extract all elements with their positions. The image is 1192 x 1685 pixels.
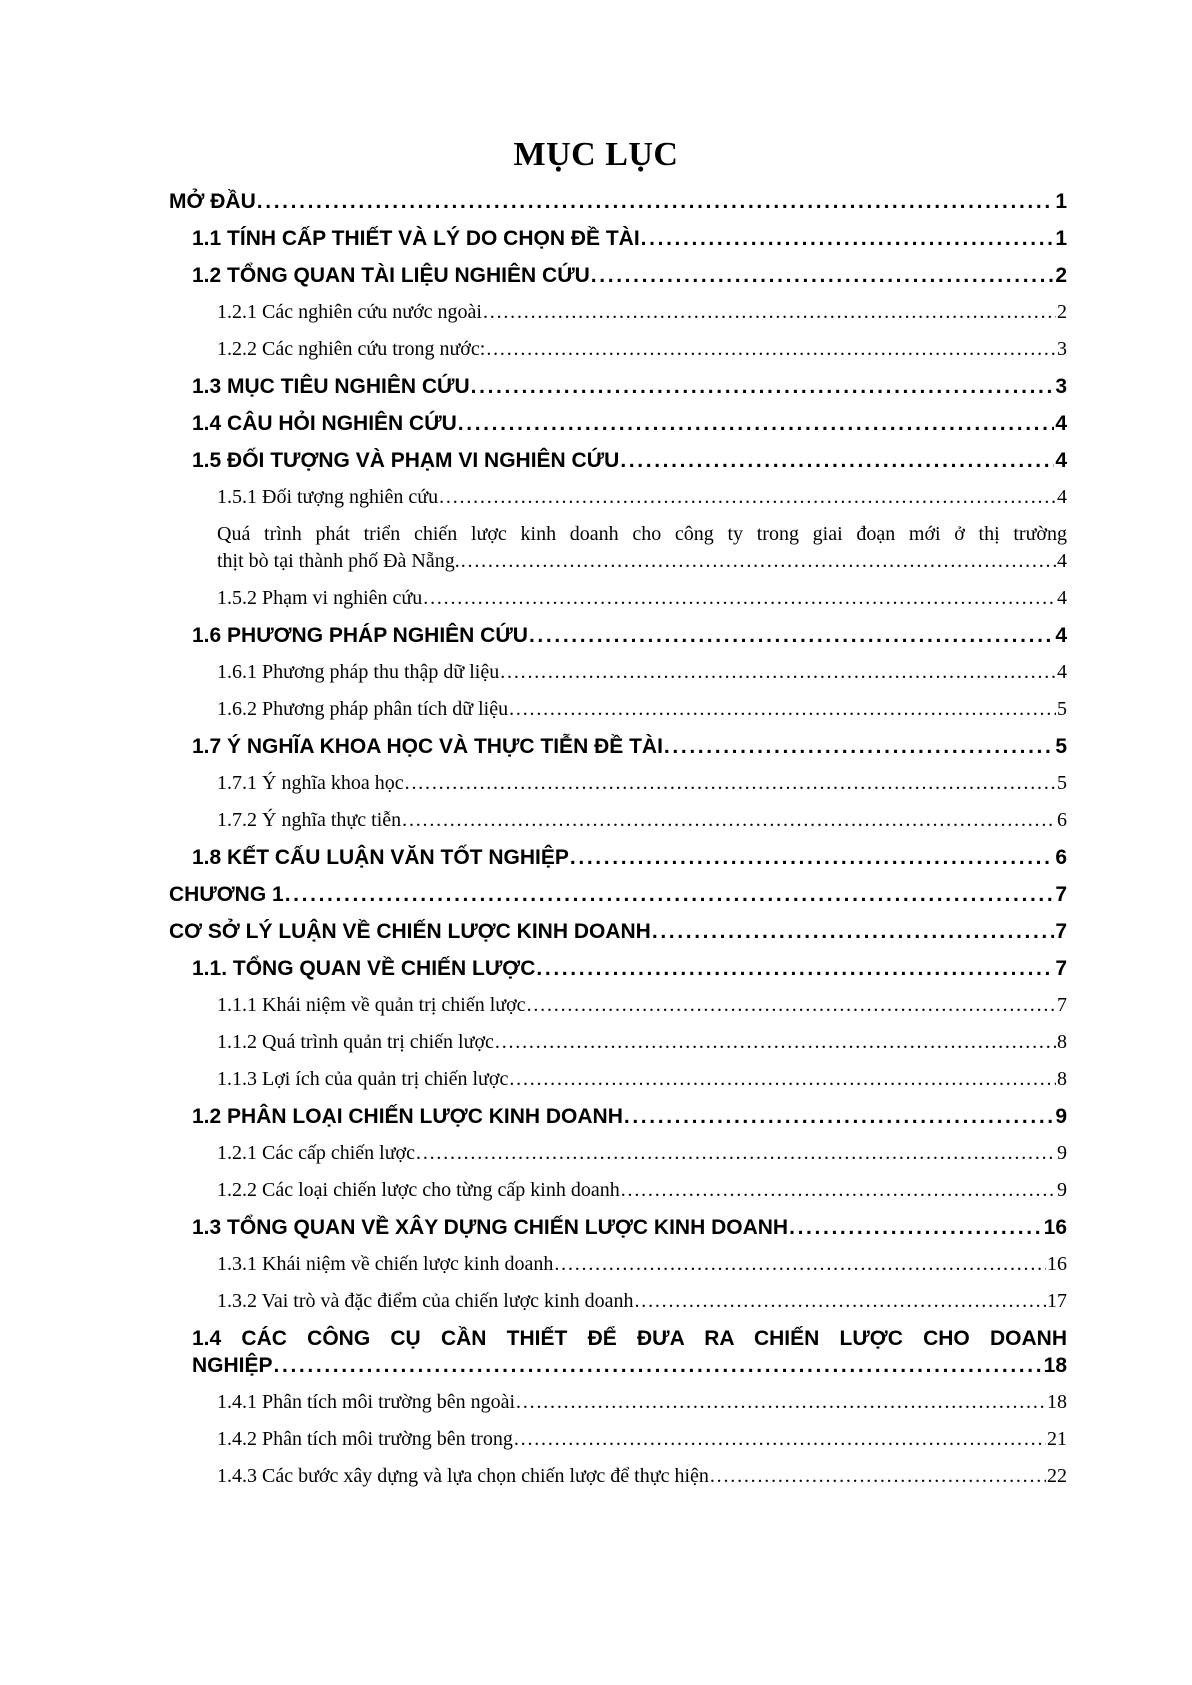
toc-entry-text: 1.3 TỔNG QUAN VỀ XÂY DỰNG CHIẾN LƯỢC KINH DOANH — [192, 1216, 789, 1239]
toc-entry-text: 1.5 ĐỐI TƯỢNG VÀ PHẠM VI NGHIÊN CỨU — [192, 449, 620, 472]
toc-entry-text: 1.6 PHƯƠNG PHÁP NGHIÊN CỨU — [192, 624, 528, 647]
toc-entry-text: 1.1.1 Khái niệm về quản trị chiến lược — [217, 994, 526, 1016]
dot-leader — [710, 1465, 1046, 1488]
toc-entry-text: 1.8 KẾT CẤU LUẬN VĂN TỐT NGHIỆP — [192, 846, 569, 869]
dot-leader — [483, 301, 1056, 324]
toc-entry-text: 1.2 PHÂN LOẠI CHIẾN LƯỢC KINH DOANH — [192, 1105, 623, 1128]
toc-entry-page: 7 — [1055, 957, 1067, 980]
toc-entry[interactable] — [217, 550, 1067, 573]
page-title: MỤC LỤC — [513, 136, 679, 173]
toc-entry-text: 1.3.2 Vai trò và đặc điểm của chiến lược kinh doanh — [217, 1290, 634, 1312]
toc-entry[interactable] — [192, 264, 1067, 288]
toc-entry-page: 9 — [1057, 1142, 1067, 1164]
toc-entry-page: 2 — [1057, 301, 1067, 323]
toc-entry[interactable] — [192, 227, 1067, 251]
toc-entry-page: 5 — [1057, 772, 1067, 794]
toc-entry[interactable] — [192, 846, 1067, 870]
toc-entry-page: 5 — [1057, 698, 1067, 720]
toc-entry-page: 4 — [1057, 486, 1067, 508]
toc-entry-page: 9 — [1055, 1105, 1067, 1128]
toc-entry-text: 1.6.2 Phương pháp phân tích dữ liệu — [217, 698, 509, 720]
toc-entry-text: 1.4.2 Phân tích môi trường bên trong — [217, 1428, 513, 1450]
toc-entry-text: 1.7.2 Ý nghĩa thực tiễn — [217, 809, 402, 831]
toc-entry[interactable] — [217, 1465, 1067, 1488]
toc-entry-page: 5 — [1055, 735, 1067, 758]
toc-entry-text: 1.2.2 Các loại chiến lược cho từng cấp kinh doanh — [217, 1179, 620, 1201]
toc-entry[interactable] — [217, 1142, 1067, 1165]
toc-entry-page: 21 — [1047, 1428, 1067, 1450]
dot-leader — [536, 957, 1054, 981]
toc-entry[interactable] — [217, 698, 1067, 721]
dot-leader — [423, 587, 1056, 610]
toc-entry-page: 4 — [1057, 550, 1067, 572]
dot-leader — [664, 735, 1054, 759]
toc-entry-page: 8 — [1057, 1068, 1067, 1090]
toc-entry[interactable] — [217, 486, 1067, 509]
toc-entry-text: thịt bò tại thành phố Đà Nẵng. — [217, 550, 460, 572]
dot-leader — [570, 846, 1054, 870]
dot-leader — [529, 624, 1054, 648]
toc-entry-page: 16 — [1047, 1253, 1067, 1275]
toc-entry-page: 4 — [1055, 412, 1067, 435]
toc-entry[interactable] — [169, 190, 1067, 214]
dot-leader — [402, 809, 1056, 832]
toc-entry-text: 1.1. TỔNG QUAN VỀ CHIẾN LƯỢC — [192, 957, 536, 980]
toc-entry-page: 4 — [1055, 624, 1067, 647]
dot-leader — [509, 1068, 1056, 1091]
dot-leader — [527, 994, 1056, 1017]
toc-entry[interactable] — [192, 1354, 1067, 1378]
toc-entry-text: 1.1.2 Quá trình quản trị chiến lược — [217, 1031, 494, 1053]
dot-leader — [285, 883, 1055, 907]
toc-entry-page: 6 — [1057, 809, 1067, 831]
toc-entry-line1[interactable]: Quá trình phát triển chiến lược kinh doanh cho công ty trong giai đoạn mới ở thị trường — [217, 523, 1067, 545]
toc-entry-page: 9 — [1057, 1179, 1067, 1201]
dot-leader — [514, 1428, 1046, 1451]
dot-leader — [416, 1142, 1056, 1165]
toc-entry[interactable] — [217, 809, 1067, 832]
toc-entry-text: CHƯƠNG 1 — [169, 883, 284, 906]
toc-entry-text: 1.4.3 Các bước xây dựng và lựa chọn chiến lược để thực hiện — [217, 1465, 709, 1487]
toc-entry-text: 1.6.1 Phương pháp thu thập dữ liệu — [217, 661, 500, 683]
toc-entry-page: 17 — [1047, 1290, 1067, 1312]
toc-entry-text: 1.1.3 Lợi ích của quản trị chiến lược — [217, 1068, 509, 1090]
toc-entry[interactable] — [217, 772, 1067, 795]
toc-entry-page: 4 — [1057, 587, 1067, 609]
dot-leader — [405, 772, 1056, 795]
dot-leader — [274, 1354, 1043, 1378]
toc-entry-text: 1.7.1 Ý nghĩa khoa học — [217, 772, 404, 794]
toc-entry[interactable] — [217, 587, 1067, 610]
dot-leader — [500, 661, 1056, 684]
dot-leader — [439, 486, 1056, 509]
toc-entry-page: 1 — [1055, 227, 1067, 250]
toc-entry[interactable] — [192, 957, 1067, 981]
toc-entry-page: 18 — [1047, 1391, 1067, 1413]
toc-entry-text: 1.5.2 Phạm vi nghiên cứu — [217, 587, 423, 609]
dot-leader — [620, 449, 1054, 473]
toc-entry-text: 1.7 Ý NGHĨA KHOA HỌC VÀ THỰC TIỄN ĐỀ TÀI — [192, 735, 663, 758]
dot-leader — [458, 412, 1055, 436]
dot-leader — [554, 1253, 1046, 1276]
toc-entry-text: MỞ ĐẦU — [169, 190, 256, 213]
dot-leader — [257, 190, 1055, 214]
toc-entry[interactable] — [217, 301, 1067, 324]
toc-entry-page: 3 — [1055, 375, 1067, 398]
toc-entry-page: 18 — [1043, 1354, 1067, 1377]
toc-entry-page: 2 — [1055, 264, 1067, 287]
toc-entry-page: 22 — [1047, 1465, 1067, 1487]
toc-entry[interactable] — [192, 1216, 1067, 1240]
dot-leader — [641, 227, 1055, 251]
toc-entry-text: 1.3.1 Khái niệm về chiến lược kinh doanh — [217, 1253, 554, 1275]
dot-leader — [634, 1290, 1046, 1313]
toc-entry-line1[interactable]: 1.4 CÁC CÔNG CỤ CẦN THIẾT ĐỂ ĐƯA RA CHIẾN LƯỢC CHO DOANH — [192, 1327, 1067, 1350]
toc-entry-text: 1.2.2 Các nghiên cứu trong nước: — [217, 338, 486, 360]
toc-entry[interactable] — [192, 624, 1067, 648]
dot-leader — [509, 698, 1056, 721]
toc-entry[interactable] — [169, 920, 1067, 944]
toc-entry[interactable] — [192, 1105, 1067, 1129]
toc-entry-text: 1.2.1 Các nghiên cứu nước ngoài — [217, 301, 482, 323]
toc-entry-text: 1.4 CÂU HỎI NGHIÊN CỨU — [192, 412, 457, 435]
toc-entry[interactable] — [217, 1031, 1067, 1054]
toc-entry-page: 6 — [1055, 846, 1067, 869]
toc-entry-page: 3 — [1057, 338, 1067, 360]
toc-entry-page: 1 — [1055, 190, 1067, 213]
toc-entry-text: NGHIỆP — [192, 1354, 273, 1377]
dot-leader — [621, 1179, 1056, 1202]
dot-leader — [591, 264, 1055, 288]
dot-leader — [516, 1391, 1046, 1414]
dot-leader — [471, 375, 1055, 399]
toc-entry[interactable] — [192, 449, 1067, 473]
toc-entry[interactable] — [217, 1290, 1067, 1313]
toc-entry-page: 4 — [1055, 449, 1067, 472]
toc-entry-page: 7 — [1057, 994, 1067, 1016]
toc-entry[interactable] — [217, 1391, 1067, 1414]
toc-entry-page: 8 — [1057, 1031, 1067, 1053]
toc-entry-text: 1.2.1 Các cấp chiến lược — [217, 1142, 416, 1164]
toc-entry-text: 1.2 TỔNG QUAN TÀI LIỆU NGHIÊN CỨU — [192, 264, 590, 287]
toc-entry[interactable] — [217, 994, 1067, 1017]
toc-entry-page: 4 — [1057, 661, 1067, 683]
toc-entry-page: 7 — [1055, 883, 1067, 906]
toc-entry[interactable] — [169, 883, 1067, 907]
toc-entry[interactable] — [192, 412, 1067, 436]
toc-entry-page: 16 — [1043, 1216, 1067, 1239]
dot-leader — [789, 1216, 1043, 1240]
toc-entry[interactable] — [192, 735, 1067, 759]
toc-entry[interactable] — [217, 1253, 1067, 1276]
toc-entry[interactable] — [217, 661, 1067, 684]
toc-entry[interactable] — [217, 1179, 1067, 1202]
toc-entry-page: 7 — [1055, 920, 1067, 943]
toc-entry-text: 1.1 TÍNH CẤP THIẾT VÀ LÝ DO CHỌN ĐỀ TÀI — [192, 227, 640, 250]
toc-entry[interactable] — [217, 1068, 1067, 1091]
dot-leader — [624, 1105, 1054, 1129]
toc-entry[interactable] — [217, 1428, 1067, 1451]
toc-entry-text: 1.4.1 Phân tích môi trường bên ngoài — [217, 1391, 516, 1413]
dot-leader — [461, 550, 1056, 573]
toc-entry-text: 1.5.1 Đối tượng nghiên cứu — [217, 486, 439, 508]
toc-entry-text: 1.3 MỤC TIÊU NGHIÊN CỨU — [192, 375, 470, 398]
toc-entry-text: CƠ SỞ LÝ LUẬN VỀ CHIẾN LƯỢC KINH DOANH — [169, 920, 651, 943]
dot-leader — [652, 920, 1054, 944]
toc-entry[interactable] — [217, 338, 1067, 361]
dot-leader — [495, 1031, 1056, 1054]
dot-leader — [486, 338, 1056, 361]
toc-entry[interactable] — [192, 375, 1067, 399]
